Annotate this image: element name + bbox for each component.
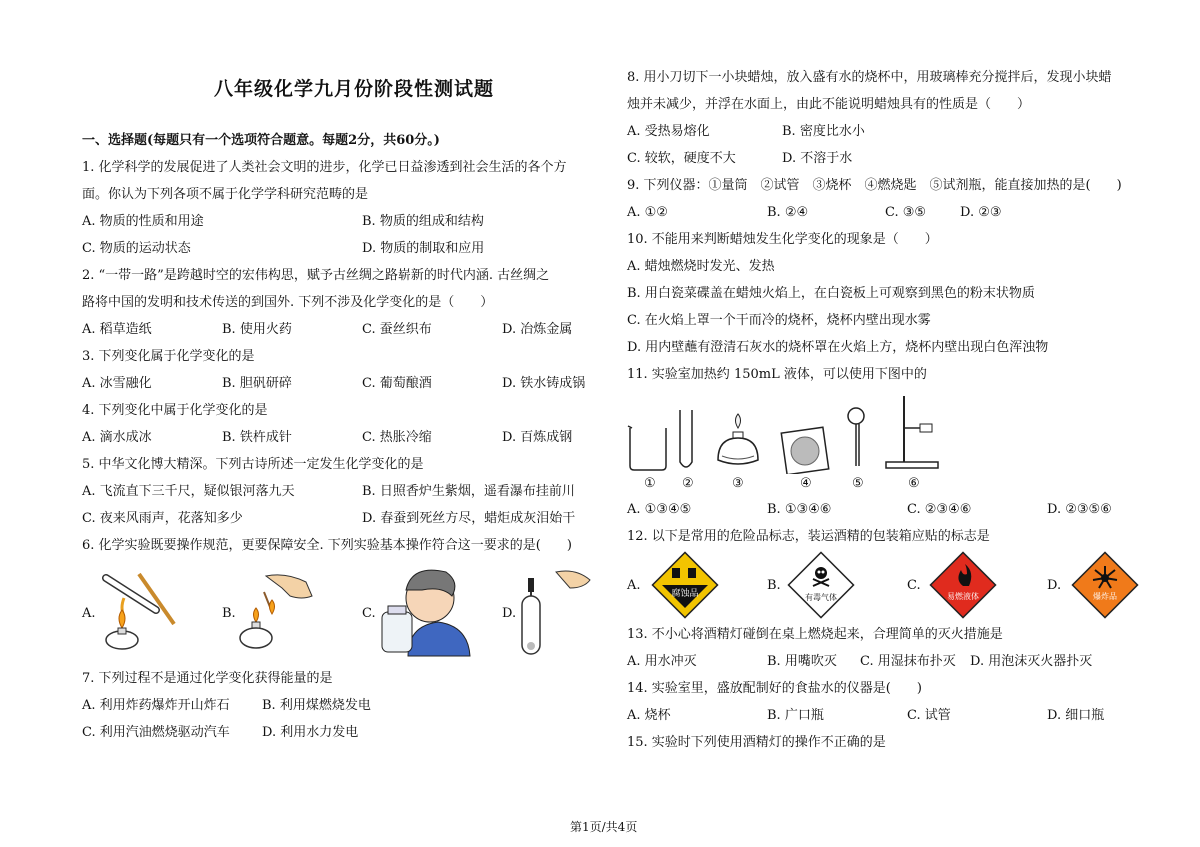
q11-option-b: B. ①③④⑥	[767, 502, 832, 517]
q11-option-c: C. ②③④⑥	[907, 502, 972, 517]
q11-label-5: ⑤	[852, 476, 864, 491]
q11-label-3: ③	[732, 476, 744, 491]
q7-option-c: C. 利用汽油燃烧驱动汽车	[82, 725, 230, 740]
q6-image-smelling	[378, 560, 478, 660]
flask-icon	[848, 408, 864, 466]
q11-apparatus-figure	[620, 392, 950, 474]
section-heading: 一、选择题(每题只有一个选项符合题意。每题2分，共60分。)	[82, 133, 440, 148]
q9-option-d: D. ②③	[960, 205, 1002, 220]
q4-option-a: A. 滴水成冰	[82, 430, 152, 445]
explosive-sign-label: 爆炸品	[1093, 592, 1117, 601]
q14-option-b: B. 广口瓶	[767, 708, 824, 723]
alcohol-lamp-icon	[718, 414, 758, 464]
q9-stem: 9. 下列仪器：①量筒 ②试管 ③烧杯 ④燃烧匙 ⑤试剂瓶，能直接加热的是( )	[627, 178, 1122, 193]
q14-option-c: C. 试管	[907, 708, 951, 723]
q2-stem-line1: 2. “一带一路”是跨越时空的宏伟构思，赋予古丝绸之路崭新的时代内涵. 古丝绸之	[82, 268, 550, 283]
q5-option-d: D. 春蚕到死丝方尽，蜡炬成灰泪始干	[362, 511, 576, 526]
q12-option-b: B.	[767, 578, 781, 593]
q10-option-c: C. 在火焰上罩一个干而冷的烧杯，烧杯内壁出现水雾	[627, 313, 931, 328]
q2-option-b: B. 使用火药	[222, 322, 292, 337]
q9-option-b: B. ②④	[767, 205, 809, 220]
q13-option-d: D. 用泡沫灭火器扑灭	[970, 654, 1093, 669]
q2-stem-line2: 路将中国的发明和技术传送的到国外. 下列不涉及化学变化的是（ ）	[82, 295, 494, 310]
q3-option-b: B. 胆矾研碎	[222, 376, 292, 391]
q8-option-d: D. 不溶于水	[782, 151, 853, 166]
q6-option-d: D.	[502, 606, 517, 621]
q15-stem: 15. 实验时下列使用酒精灯的操作不正确的是	[627, 735, 886, 750]
q8-option-b: B. 密度比水小	[782, 124, 865, 139]
q12-stem: 12. 以下是常用的危险品标志，装运酒精的包装箱应贴的标志是	[627, 529, 990, 544]
q6-image-heating-tube	[94, 568, 184, 656]
wire-gauze-icon	[781, 427, 828, 474]
q11-option-a: A. ①③④⑤	[627, 502, 692, 517]
beaker-icon	[628, 426, 666, 470]
q4-stem: 4. 下列变化中属于化学变化的是	[82, 403, 268, 418]
q10-option-b: B. 用白瓷菜碟盖在蜡烛火焰上，在白瓷板上可观察到黑色的粉末状物质	[627, 286, 1035, 301]
q6-image-lighting-lamp	[236, 568, 322, 656]
q5-option-a: A. 飞流直下三千尺，疑似银河落九天	[82, 484, 295, 499]
q8-option-c: C. 较软，硬度不大	[627, 151, 736, 166]
corrosive-sign-label: 腐蚀品	[671, 589, 699, 599]
q12-option-d: D.	[1047, 578, 1062, 593]
q1-option-b: B. 物质的组成和结构	[362, 214, 484, 229]
q7-option-a: A. 利用炸药爆炸开山炸石	[82, 698, 230, 713]
q3-option-c: C. 葡萄酿酒	[362, 376, 432, 391]
q11-option-d: D. ②③⑤⑥	[1047, 502, 1112, 517]
q6-option-a: A.	[82, 606, 96, 621]
q13-option-c: C. 用湿抹布扑灭	[860, 654, 956, 669]
q7-option-d: D. 利用水力发电	[262, 725, 359, 740]
q5-option-b: B. 日照香炉生紫烟，遥看瀑布挂前川	[362, 484, 575, 499]
q4-option-d: D. 百炼成钢	[502, 430, 573, 445]
q11-label-4: ④	[800, 476, 812, 491]
q1-option-d: D. 物质的制取和应用	[362, 241, 485, 256]
q9-option-a: A. ①②	[627, 205, 668, 220]
flammable-liquid-sign-label: 易燃液体	[947, 592, 979, 601]
q11-label-2: ②	[682, 476, 694, 491]
q12-option-c: C.	[907, 578, 921, 593]
q10-stem: 10. 不能用来判断蜡烛发生化学变化的现象是（ ）	[627, 232, 938, 247]
q13-stem: 13. 不小心将酒精灯碰倒在桌上燃烧起来，合理简单的灭火措施是	[627, 627, 1003, 642]
q8-stem-line2: 烛并未减少，并浮在水面上，由此不能说明蜡烛具有的性质是（ ）	[627, 97, 1031, 112]
page-title: 八年级化学九月份阶段性测试题	[214, 78, 495, 100]
test-tube-icon	[680, 410, 692, 467]
q14-option-d: D. 细口瓶	[1047, 708, 1105, 723]
q4-option-c: C. 热胀冷缩	[362, 430, 432, 445]
q7-stem: 7. 下列过程不是通过化学变化获得能量的是	[82, 671, 333, 686]
q13-option-b: B. 用嘴吹灭	[767, 654, 837, 669]
q11-stem: 11. 实验室加热约 150mL 液体，可以使用下图中的	[627, 367, 927, 382]
q2-option-c: C. 蚕丝织布	[362, 322, 432, 337]
iron-stand-icon	[886, 396, 938, 468]
toxic-gas-sign	[786, 550, 856, 620]
q1-stem-line2: 面。你认为下列各项不属于化学学科研究范畴的是	[82, 187, 369, 202]
q1-option-a: A. 物质的性质和用途	[82, 214, 204, 229]
q13-option-a: A. 用水冲灭	[627, 654, 697, 669]
q14-option-a: A. 烧杯	[627, 708, 671, 723]
toxic-gas-sign-label: 有毒气体	[805, 593, 837, 602]
q6-option-c: C.	[362, 606, 376, 621]
q3-stem: 3. 下列变化属于化学变化的是	[82, 349, 255, 364]
flammable-liquid-sign	[928, 550, 998, 620]
q1-option-c: C. 物质的运动状态	[82, 241, 191, 256]
q4-option-b: B. 铁杵成针	[222, 430, 292, 445]
q6-option-b: B.	[222, 606, 236, 621]
q5-option-c: C. 夜来风雨声，花落知多少	[82, 511, 243, 526]
q10-option-d: D. 用内壁蘸有澄清石灰水的烧杯罩在火焰上方，烧杯内壁出现白色浑浊物	[627, 340, 1049, 355]
q2-option-a: A. 稻草造纸	[82, 322, 152, 337]
q2-option-d: D. 冶炼金属	[502, 322, 573, 337]
q6-image-dropper	[516, 566, 596, 658]
q6-stem: 6. 化学实验既要操作规范，更要保障安全. 下列实验基本操作符合这一要求的是( )	[82, 538, 572, 553]
q14-stem: 14. 实验室里，盛放配制好的食盐水的仪器是( )	[627, 681, 922, 696]
q8-stem-line1: 8. 用小刀切下一小块蜡烛，放入盛有水的烧杯中，用玻璃棒充分搅拌后，发现小块蜡	[627, 70, 1112, 85]
page-number: 第1页/共4页	[570, 820, 638, 834]
q11-label-6: ⑥	[908, 476, 920, 491]
q9-option-c: C. ③⑤	[885, 205, 927, 220]
explosive-sign	[1070, 550, 1140, 620]
q7-option-b: B. 利用煤燃烧发电	[262, 698, 371, 713]
q1-stem-line1: 1. 化学科学的发展促进了人类社会文明的进步，化学已日益渗透到社会生活的各个方	[82, 160, 567, 175]
q8-option-a: A. 受热易熔化	[627, 124, 710, 139]
q3-option-a: A. 冰雪融化	[82, 376, 152, 391]
q5-stem: 5. 中华文化博大精深。下列古诗所述一定发生化学变化的是	[82, 457, 424, 472]
q12-option-a: A.	[627, 578, 641, 593]
q3-option-d: D. 铁水铸成锅	[502, 376, 586, 391]
q10-option-a: A. 蜡烛燃烧时发光、发热	[627, 259, 775, 274]
q11-label-1: ①	[644, 476, 656, 491]
corrosive-sign	[650, 550, 720, 620]
